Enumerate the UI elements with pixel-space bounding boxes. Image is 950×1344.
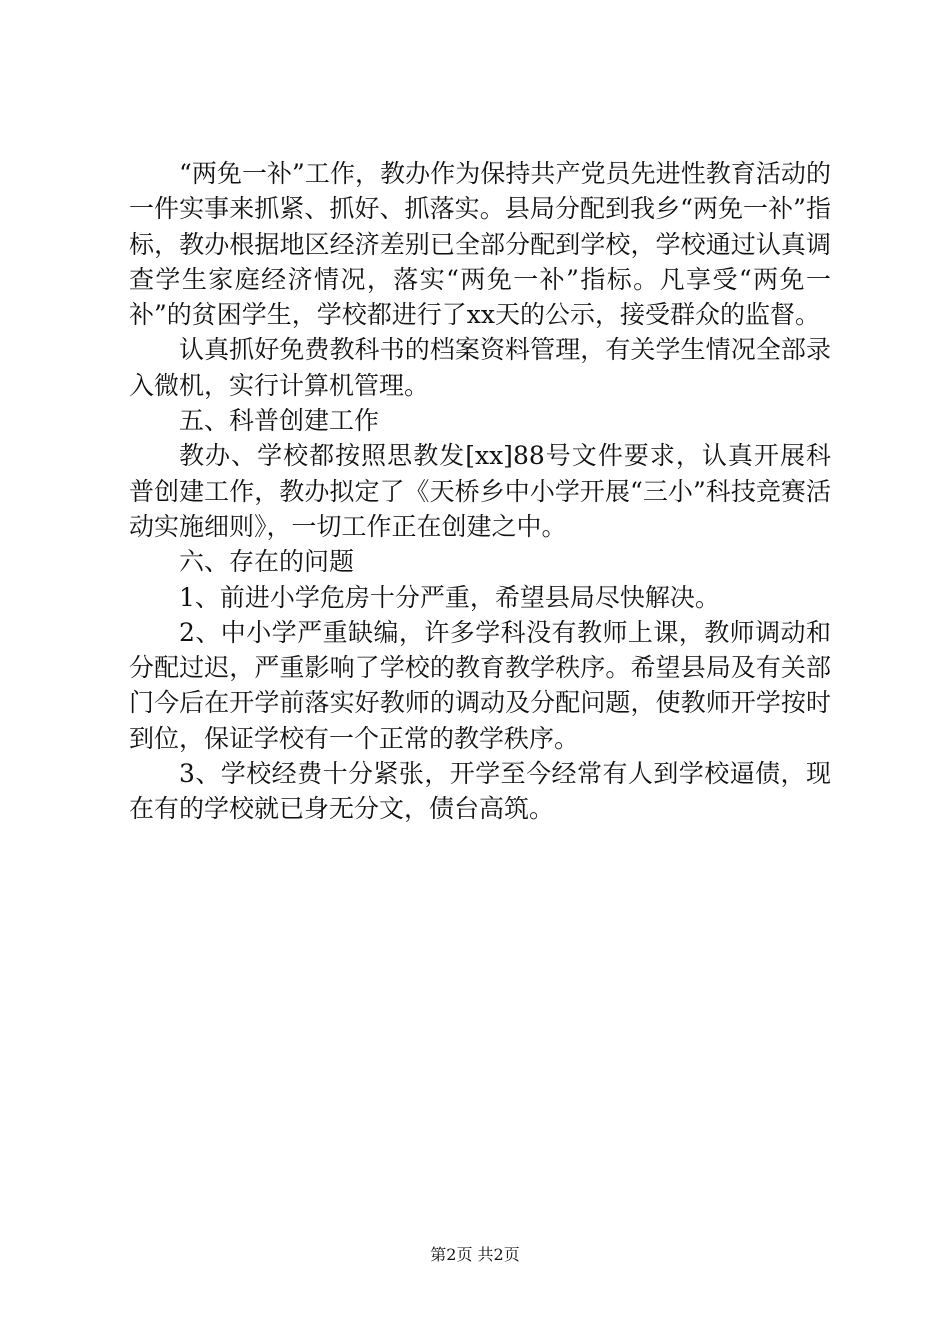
problem-item-2: 2、中小学严重缺编，许多学科没有教师上课，教师调动和分配过迟，严重影响了学校的教育教学秩序。希望县局及有关部门今后在开学前落实好教师的调动及分配问题，使教师开学按时到位，保证学校有一个正常的教学秩序。 <box>129 617 831 753</box>
section-heading-problems: 六、存在的问题 <box>179 547 355 577</box>
section-heading-science: 五、科普创建工作 <box>179 406 380 436</box>
paragraph-science-work: 教办、学校都按照思教发[xx]88号文件要求，认真开展科普创建工作，教办拟定了《天桥乡中小学开展“三小”科技竞赛活动实施细则》，一切工作正在创建之中。 <box>129 441 831 541</box>
page-footer <box>0 1244 950 1266</box>
paragraph-two-exemptions: “两免一补”工作，教办作为保持共产党员先进性教育活动的一件实事来抓紧、抓好、抓落实。县局分配到我乡“两免一补”指标，教办根据地区经济差别已全部分配到学校，学校通过认真调查学生家庭经济情况，落实“两免一补”指标。凡享受“两免一补”的贫困学生，学校都进行了xx天的公示，接受群众的监督。 <box>129 159 831 330</box>
problem-item-3: 3、学校经费十分紧张，开学至今经常有人到学校逼债，现在有的学校就已身无分文，债台高筑。 <box>129 759 831 824</box>
page-number: 第2页 共2页 <box>430 1245 520 1264</box>
document-body <box>129 156 831 827</box>
paragraph-textbook-records: 认真抓好免费教科书的档案资料管理，有关学生情况全部录入微机，实行计算机管理。 <box>129 335 831 400</box>
problem-item-1: 1、前进小学危房十分严重，希望县局尽快解决。 <box>179 582 720 612</box>
